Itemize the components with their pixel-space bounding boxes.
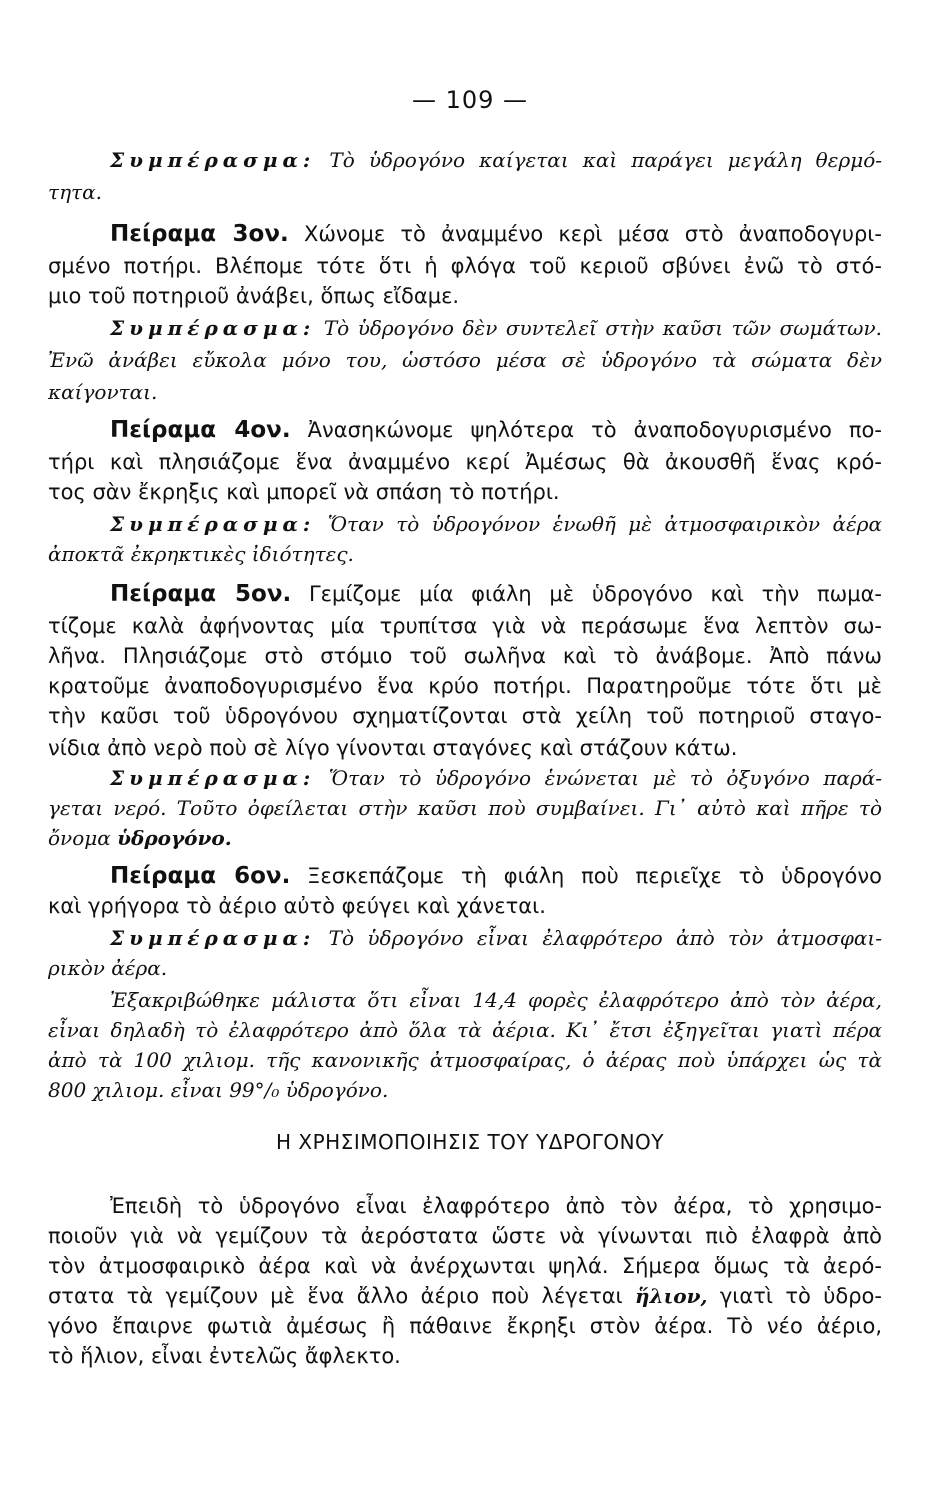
- experiment-heading: Πείραμα 3ον.: [110, 221, 289, 247]
- text-line: Ἐνῶ ἀνάβει εὔκολα μόνο του, ὡστόσο μέσα σὲ ὑδρογόνο τὰ σώματα δὲν: [48, 348, 882, 372]
- experiment-line: [110, 220, 882, 248]
- text-segment: Τὸ ὑδρογόνο καίγεται καὶ παράγει μεγάλη θερμό-: [329, 148, 883, 172]
- text-segment: γιατὶ τὸ ὑδρο-: [707, 1284, 882, 1308]
- text-line: νίδια ἀπὸ νερὸ ποὺ σὲ λίγο γίνονται σταγόνες καὶ στάζουν κάτω.: [48, 736, 738, 760]
- conclusion-line: [110, 764, 882, 792]
- text-line: ρικὸν ἀέρα.: [48, 956, 168, 980]
- conclusion-label: Συμπέρασμα:: [110, 316, 316, 340]
- conclusion-line: [110, 510, 882, 538]
- text-line: [48, 1282, 882, 1310]
- text-line: 800 χιλιομ. εἶναι 99°/₀ ὑδρογόνο.: [48, 1078, 389, 1102]
- text-segment: Ξεσκεπάζομε τὴ φιάλη ποὺ περιεῖχε τὸ ὑδρογόνο: [290, 864, 882, 888]
- text-segment: Τὸ ὑδρογόνο δὲν συντελεῖ στὴν καῦσι τῶν σωμάτων.: [315, 316, 882, 340]
- text-segment: Χώνομε τὸ ἀναμμένο κερὶ μέσα στὸ ἀναποδογυρι-: [288, 222, 882, 246]
- text-line: τήρι καὶ πλησιάζομε ἕνα ἀναμμένο κερί Ἀμέσως θὰ ἀκουσθῆ ἕνας κρό-: [48, 450, 882, 474]
- text-line: μιο τοῦ ποτηριοῦ ἀνάβει, ὅπως εἴδαμε.: [48, 284, 460, 308]
- experiment-heading: Πείραμα 5ον.: [110, 581, 292, 607]
- emphasized-term: ἥλιον,: [635, 1284, 708, 1308]
- text-line: εἶναι δηλαδὴ τὸ ἐλαφρότερο ἀπὸ ὅλα τὰ ἀέρια. Κι᾽ ἔτσι ἐξηγεῖται γιατὶ πέρα: [48, 1018, 882, 1042]
- conclusion-label: Συμπέρασμα:: [110, 926, 316, 950]
- text-segment: Ὅταν τὸ ὑδρογόνον ἑνωθῆ μὲ ἀτμοσφαιρικὸν ἀέρα: [315, 512, 882, 536]
- text-line: τητα.: [48, 180, 102, 204]
- text-line: καὶ γρήγορα τὸ ἀέριο αὐτὸ φεύγει καὶ χάνεται.: [48, 894, 546, 918]
- text-line: ποιοῦν γιὰ νὰ γεμίζουν τὰ ἀερόστατα ὥστε νὰ γίνωνται πιὸ ἐλαφρὰ ἀπὸ: [48, 1224, 882, 1248]
- text-line: [48, 824, 232, 852]
- experiment-heading: Πείραμα 4ον.: [110, 417, 291, 443]
- text-segment: Τὸ ὑδρογόνο εἶναι ἐλαφρότερο ἀπὸ τὸν ἀτμοσφαι-: [315, 926, 882, 950]
- text-line: ἀπὸ τὰ 100 χιλιομ. τῆς κανονικῆς ἀτμοσφαίρας, ὁ ἀέρας ποὺ ὑπάρχει ὡς τὰ: [48, 1048, 882, 1072]
- text-line: Ἐξακριβώθηκε μάλιστα ὅτι εἶναι 14,4 φορὲς ἐλαφρότερο ἀπὸ τὸν ἀέρα,: [110, 988, 882, 1012]
- text-line: τὴν καῦσι τοῦ ὑδρογόνου σχηματίζονται στὰ χείλη τοῦ ποτηριοῦ σταγο-: [48, 704, 882, 728]
- experiment-heading: Πείραμα 6ον.: [110, 863, 291, 889]
- section-title: Η ΧΡΗΣΙΜΟΠΟΙΗΣΙΣ ΤΟΥ ΥΔΡΟΓΟΝΟΥ: [275, 1130, 665, 1154]
- text-segment: ὄνομα: [48, 826, 118, 850]
- experiment-line: [110, 580, 882, 608]
- conclusion-label: Συμπέρασμα:: [110, 766, 316, 790]
- text-line: γόνο ἔπαιρνε φωτιὰ ἀμέσως ἢ πάθαινε ἔκρηξι στὸν ἀέρα. Τὸ νέο ἀέριο,: [48, 1314, 882, 1338]
- text-segment: Γεμίζομε μία φιάλη μὲ ὑδρογόνο καὶ τὴν πωμα-: [291, 582, 882, 606]
- text-line: τὸν ἀτμοσφαιρικὸ ἀέρα καὶ νὰ ἀνέρχωνται ψηλά. Σήμερα ὅμως τὰ ἀερό-: [48, 1254, 882, 1278]
- experiment-line: [110, 416, 882, 444]
- page-number: — 109 —: [411, 86, 529, 114]
- experiment-line: [110, 862, 882, 890]
- text-line: καίγονται.: [48, 380, 158, 404]
- text-line: ἀποκτᾶ ἐκρηκτικὲς ἰδιότητες.: [48, 542, 354, 566]
- text-line: τος σὰν ἔκρηξις καὶ μπορεῖ νὰ σπάση τὸ ποτήρι.: [48, 480, 560, 504]
- conclusion-line: [110, 314, 882, 342]
- text-segment: στατα τὰ γεμίζουν μὲ ἕνα ἄλλο ἀέριο ποὺ λέγεται: [48, 1284, 636, 1308]
- text-line: τὸ ἥλιον, εἶναι ἐντελῶς ἄφλεκτο.: [48, 1344, 401, 1368]
- text-line: τίζομε καλὰ ἀφήνοντας μία τρυπίτσα γιὰ νὰ περάσωμε ἕνα λεπτὸν σω-: [48, 614, 882, 638]
- text-line: κρατοῦμε ἀναποδογυρισμένο ἕνα κρύο ποτήρι. Παρατηροῦμε τότε ὅτι μὲ: [48, 674, 882, 698]
- conclusion-label: Συμπέρασμα:: [110, 512, 316, 536]
- conclusion-line: [110, 924, 882, 952]
- text-segment: Ὅταν τὸ ὑδρογόνο ἑνώνεται μὲ τὸ ὀξυγόνο παρά-: [315, 766, 882, 790]
- text-line: σμένο ποτήρι. Βλέπομε τότε ὅτι ἡ φλόγα τοῦ κεριοῦ σβύνει ἐνῶ τὸ στό-: [48, 254, 882, 278]
- conclusion-label: Συμπέρασμα:: [110, 148, 316, 172]
- emphasized-term: ὑδρογόνο.: [117, 826, 232, 850]
- text-line: γεται νερό. Τοῦτο ὀφείλεται στὴν καῦσι ποὺ συμβαίνει. Γι᾽ αὐτὸ καὶ πῆρε τὸ: [48, 796, 882, 820]
- conclusion-line: [110, 146, 882, 174]
- text-line: λῆνα. Πλησιάζομε στὸ στόμιο τοῦ σωλῆνα καὶ τὸ ἀνάβομε. Ἀπὸ πάνω: [48, 644, 882, 668]
- text-line: Ἐπειδὴ τὸ ὑδρογόνο εἶναι ἐλαφρότερο ἀπὸ τὸν ἀέρα, τὸ χρησιμο-: [110, 1194, 882, 1218]
- text-segment: Ἀνασηκώνομε ψηλότερα τὸ ἀναποδογυρισμένο πο-: [290, 418, 882, 442]
